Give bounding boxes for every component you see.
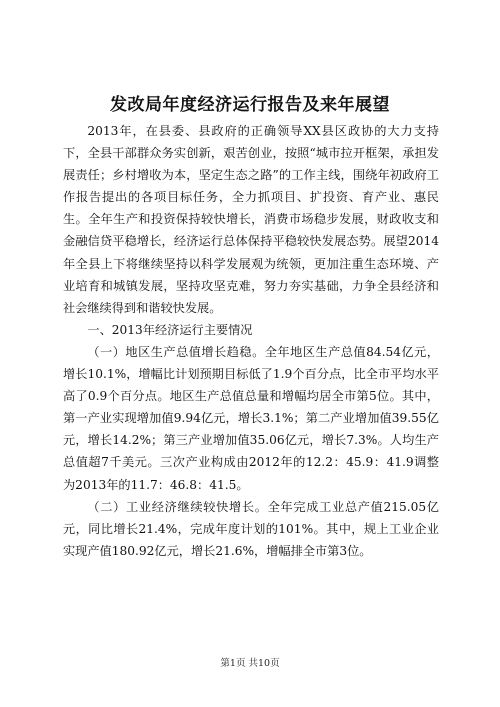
section-heading: 一、2013年经济运行主要情况 (87, 322, 253, 337)
section-paragraph-gdp: （一）地区生产总值增长趋稳。全年地区生产总值84.54亿元，增长10.1%，增幅比计划预期目标低了1.9个百分点，比全市平均水平高了0.9个百分点。地区生产总值总量和增幅均居全市第5位。其中，第一产业实现增加值9.94亿元，增长3.1%；第二产业增加值39.55亿元，增长14.2%；第三产业增加值35.06亿元，增长7.3%。人均生产总值超7千美元。三次产业构成由2012年的12.2：45.9：41.9调整为2013年的11.7：46.8：41.5。 (63, 344, 439, 492)
section-paragraph-industry: （二）工业经济继续较快增长。全年完成工业总产值215.05亿元，同比增长21.4%，完成年度计划的101%。其中，规上工业企业实现产值180.92亿元，增长21.6%，增幅排全市第3位。 (63, 499, 439, 558)
document-title: 发改局年度经济运行报告及来年展望 (110, 95, 390, 115)
document-body (63, 120, 439, 562)
page-number-footer: 第1页 共10页 (220, 658, 280, 669)
intro-paragraph: 2013年，在县委、县政府的正确领导XX县区政协的大力支持下，全县干部群众务实创新，艰苦创业，按照“城市拉开框架，承担发展责任；乡村增收为本，坚定生态之路”的工作主线，围绕年初政府工作报告提出的各项目标任务，全力抓项目、扩投资、育产业、惠民生。全年生产和投资保持较快增长，消费市场稳步发展，财政收支和金融信贷平稳增长，经济运行总体保持平稳较快发展态势。展望2014年全县上下将继续坚持以科学发展观为统领，更加注重生态环境、产业培育和城镇发展，坚持攻坚克难，努力夯实基础，力争全县经济和社会继续得到和谐较快发展。 (63, 124, 439, 315)
